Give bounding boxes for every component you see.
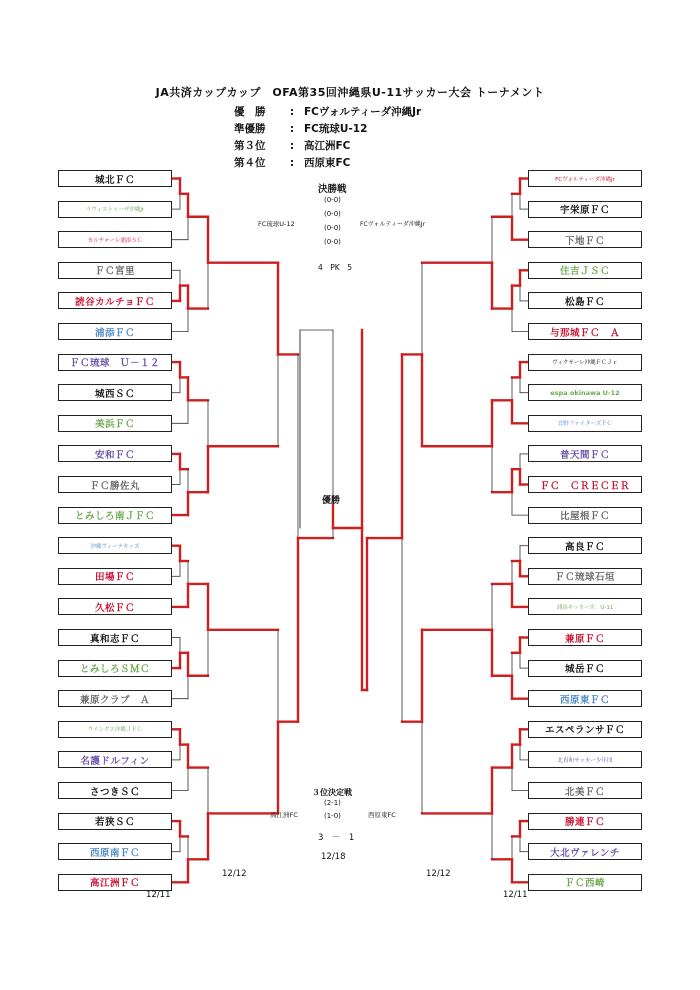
third-place-score-2: (1-0) [324,812,341,820]
left-team-box: 城北ＦＣ [58,170,172,187]
left-team-box: 読谷カルチョＦＣ [58,292,172,309]
left-team-box: 田場ＦＣ [58,568,172,585]
final-score-4: (0-0) [324,238,341,246]
left-team-box: 若狭ＳＣ [58,813,172,830]
result-label: 優 勝 [234,106,266,118]
right-team-box: espa okinawa U-12 [528,384,642,401]
date-left-round1: 12/11 [146,890,171,900]
final-left-team: FC琉球U-12 [258,220,295,228]
left-team-box: 真和志ＦＣ [58,629,172,646]
right-team-box: 北美ＦＣ [528,782,642,799]
left-team-box: 久松ＦＣ [58,598,172,615]
left-team-box: 名護ドルフィン [58,751,172,768]
right-team-box: ヴィクサーレ沖縄ＦＣＪｒ [528,354,642,371]
left-team-box: とみしろＳＭＣ [58,660,172,677]
date-left-round2: 12/12 [222,869,247,879]
right-team-box: FCヴォルティーダ沖縄Jr [528,170,642,187]
result-label: 第３位 [234,140,266,152]
final-right-team: FCヴォルティーダ沖縄Jr [360,221,426,228]
right-team-box: エスペランサＦＣ [528,721,642,738]
result-team: 高江洲FC [304,140,351,152]
result-sep: : [289,157,295,169]
third-place-score-1: (2-1) [324,799,341,807]
result-team: FC琉球U-12 [304,123,368,135]
final-heading: 決勝戦 [318,184,347,195]
right-team-box: 高良ＦＣ [528,537,642,554]
left-team-box: 安和ＦＣ [58,445,172,462]
right-team-box: 与那城ＦＣ Ａ [528,323,642,340]
result-label: 準優勝 [234,123,266,135]
date-right-round1: 12/11 [503,890,528,900]
right-team-box: ＦＣ西崎 [528,874,642,891]
result-team: FCヴォルティーダ沖縄Jr [304,106,422,118]
right-team-box: 宜野ファイターズＦＣ [528,415,642,432]
left-team-box: 城西ＳＣ [58,384,172,401]
left-team-box: 美浜ＦＣ [58,415,172,432]
right-team-box: 宇栄原ＦＣ [528,201,642,218]
right-team-box: 普天間ＦＣ [528,445,642,462]
result-sep: : [289,106,295,118]
right-team-box: ＦＣ琉球石垣 [528,568,642,585]
right-team-box: 比屋根ＦＣ [528,507,642,524]
right-team-box: 松島ＦＣ [528,292,642,309]
left-team-box: ラヴィストゥーザ沖縄Jr [58,201,172,218]
third-place-total: 3 － 1 [318,833,355,843]
left-team-box: 沖縄ヴィーテキッズ [58,537,172,554]
result-label: 第４位 [234,157,266,169]
final-score-2: (0-0) [324,210,341,218]
third-place-date: 12/18 [321,852,346,862]
left-team-box: ＦＣ勝佐丸 [58,476,172,493]
champion-label: 優勝 [322,496,341,506]
right-team-box: 西原東ＦＣ [528,690,642,707]
result-sep: : [289,123,295,135]
right-team-box: 住吉ＪＳＣ [528,262,642,279]
left-team-box: 浦添ＦＣ [58,323,172,340]
left-team-box: 高江洲ＦＣ [58,874,172,891]
result-team: 西原東FC [304,157,351,169]
left-team-box: 兼原クラブ Ａ [58,690,172,707]
right-team-box: 大北ヴァレンチ [528,843,642,860]
third-place-right-team: 西原東FC [368,811,396,819]
right-team-box: ＦＣ ＣＲＥＣＥＲ [528,476,642,493]
right-team-box: 勝連ＦＣ [528,813,642,830]
left-team-box: とみしろ南ＪＦＣ [58,507,172,524]
tournament-title: JA共済カップカップ OFA第35回沖縄県U-11サッカー大会 トーナメント [155,86,545,99]
left-team-box: カルチャーレ浦添ＳＣ [58,231,172,248]
left-team-box: ＦＣ宮里 [58,262,172,279]
left-team-box: ＦＣ琉球 Ｕ－１２ [58,354,172,371]
right-team-box: 兼原ＦＣ [528,629,642,646]
left-team-box: 西原南ＦＣ [58,843,172,860]
third-place-heading: ３位決定戦 [312,788,352,797]
third-place-left-team: 高江洲FC [270,811,298,819]
final-score-1: (0-0) [324,196,341,204]
right-team-box: 下地ＦＣ [528,231,642,248]
final-pk: 4 PK 5 [318,263,352,272]
result-sep: : [289,140,295,152]
right-team-box: 北真和サッカー少年団 [528,751,642,768]
date-right-round2: 12/12 [426,869,451,879]
right-team-box: 浦添キッカーズ U-11 [528,598,642,615]
right-team-box: 城岳ＦＣ [528,660,642,677]
left-team-box: さつきＳＣ [58,782,172,799]
left-team-box: ウイングス沖縄ＪＦＣ [58,721,172,738]
final-score-3: (0-0) [324,224,341,232]
